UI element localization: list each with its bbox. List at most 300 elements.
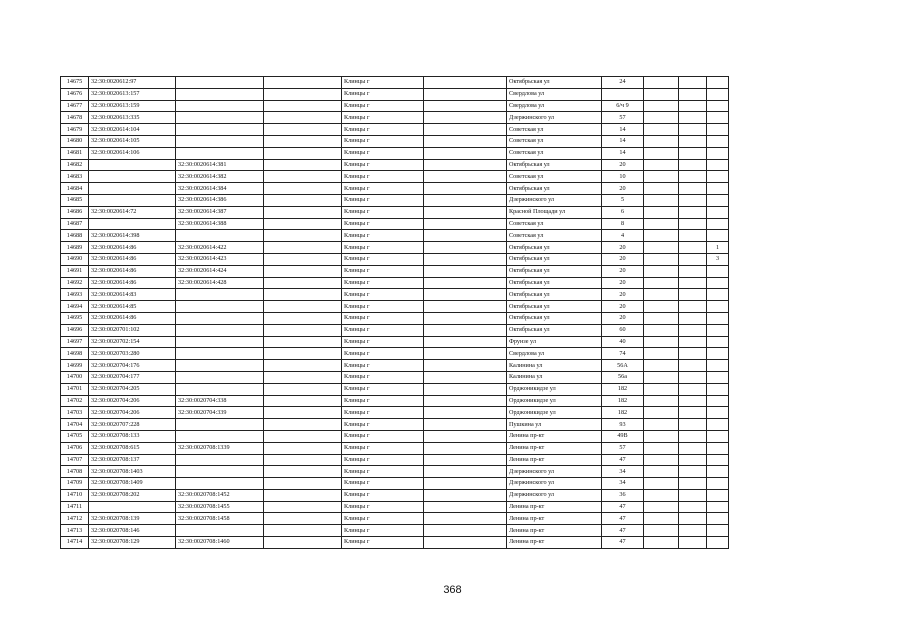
- table-row: [61, 537, 848, 549]
- empty-cell: [264, 525, 342, 537]
- apartment-number-cell: 3: [707, 253, 729, 265]
- empty-cell: [679, 430, 707, 442]
- empty-cell: [644, 277, 679, 289]
- cadastral-number-secondary-cell: 32:30:0020614:423: [176, 253, 264, 265]
- apartment-number-cell: [707, 430, 729, 442]
- house-number-cell: 6/ч 9: [602, 100, 644, 112]
- cadastral-number-cell: 32:30:0020614:86: [89, 312, 176, 324]
- table-row: [61, 77, 848, 89]
- cadastral-number-cell: [89, 171, 176, 183]
- cadastral-number-secondary-cell: 32:30:0020614:388: [176, 218, 264, 230]
- city-cell: Клинцы г: [342, 312, 424, 324]
- house-number-cell: 24: [602, 77, 644, 89]
- empty-cell: [679, 513, 707, 525]
- cadastral-number-cell: [89, 218, 176, 230]
- register-body: [61, 77, 848, 549]
- record-number-cell: 14705: [61, 430, 89, 442]
- table-row: [61, 466, 848, 478]
- city-cell: Клинцы г: [342, 454, 424, 466]
- cadastral-number-secondary-cell: 32:30:0020704:339: [176, 407, 264, 419]
- table-row: [61, 124, 848, 136]
- cadastral-number-secondary-cell: [176, 383, 264, 395]
- cadastral-number-cell: [89, 159, 176, 171]
- table-row: [61, 324, 848, 336]
- empty-cell: [679, 100, 707, 112]
- street-cell: Дзержинского ул: [507, 194, 602, 206]
- empty-cell: [679, 194, 707, 206]
- cadastral-number-secondary-cell: [176, 135, 264, 147]
- city-cell: Клинцы г: [342, 277, 424, 289]
- empty-cell: [424, 218, 507, 230]
- empty-cell: [644, 77, 679, 89]
- empty-cell: [644, 324, 679, 336]
- empty-cell: [264, 135, 342, 147]
- cadastral-number-cell: 32:30:0020614:105: [89, 135, 176, 147]
- record-number-cell: 14708: [61, 466, 89, 478]
- cadastral-number-cell: 32:30:0020704:206: [89, 407, 176, 419]
- house-number-cell: 49В: [602, 430, 644, 442]
- cadastral-number-secondary-cell: [176, 100, 264, 112]
- street-cell: Советская ул: [507, 124, 602, 136]
- cadastral-number-cell: 32:30:0020614:106: [89, 147, 176, 159]
- empty-cell: [679, 301, 707, 313]
- house-number-cell: 8: [602, 218, 644, 230]
- apartment-number-cell: [707, 277, 729, 289]
- empty-cell: [264, 230, 342, 242]
- record-number-cell: 14687: [61, 218, 89, 230]
- street-cell: Орджоникидзе ул: [507, 407, 602, 419]
- empty-cell: [644, 100, 679, 112]
- empty-cell: [644, 253, 679, 265]
- table-row: [61, 312, 848, 324]
- city-cell: Клинцы г: [342, 348, 424, 360]
- apartment-number-cell: [707, 489, 729, 501]
- street-cell: Октябрьская ул: [507, 324, 602, 336]
- cadastral-number-secondary-cell: [176, 336, 264, 348]
- apartment-number-cell: [707, 501, 729, 513]
- empty-cell: [644, 537, 679, 549]
- city-cell: Клинцы г: [342, 206, 424, 218]
- apartment-number-cell: [707, 407, 729, 419]
- street-cell: Дзержинского ул: [507, 489, 602, 501]
- city-cell: Клинцы г: [342, 159, 424, 171]
- record-number-cell: 14688: [61, 230, 89, 242]
- cadastral-number-secondary-cell: 32:30:0020614:422: [176, 242, 264, 254]
- house-number-cell: 56А: [602, 360, 644, 372]
- cadastral-number-secondary-cell: [176, 454, 264, 466]
- record-number-cell: 14699: [61, 360, 89, 372]
- cadastral-number-cell: 32:30:0020701:102: [89, 324, 176, 336]
- house-number-cell: 40: [602, 336, 644, 348]
- cadastral-number-cell: 32:30:0020704:206: [89, 395, 176, 407]
- street-cell: Ленина пр-кт: [507, 430, 602, 442]
- city-cell: Клинцы г: [342, 513, 424, 525]
- house-number-cell: 14: [602, 135, 644, 147]
- empty-cell: [424, 88, 507, 100]
- cadastral-number-secondary-cell: [176, 124, 264, 136]
- record-number-cell: 14682: [61, 159, 89, 171]
- record-number-cell: 14685: [61, 194, 89, 206]
- table-row: [61, 88, 848, 100]
- empty-cell: [679, 501, 707, 513]
- city-cell: Клинцы г: [342, 265, 424, 277]
- apartment-number-cell: [707, 135, 729, 147]
- empty-cell: [264, 312, 342, 324]
- empty-cell: [424, 348, 507, 360]
- street-cell: Октябрьская ул: [507, 301, 602, 313]
- table-row: [61, 183, 848, 195]
- house-number-cell: 10: [602, 171, 644, 183]
- table-row: [61, 159, 848, 171]
- apartment-number-cell: [707, 183, 729, 195]
- apartment-number-cell: [707, 77, 729, 89]
- cadastral-number-secondary-cell: [176, 312, 264, 324]
- empty-cell: [644, 501, 679, 513]
- cadastral-number-cell: 32:30:0020708:146: [89, 525, 176, 537]
- cadastral-number-cell: 32:30:0020614:86: [89, 277, 176, 289]
- apartment-number-cell: [707, 383, 729, 395]
- city-cell: Клинцы г: [342, 218, 424, 230]
- cadastral-number-cell: 32:30:0020613:335: [89, 112, 176, 124]
- house-number-cell: 93: [602, 419, 644, 431]
- street-cell: Октябрьская ул: [507, 77, 602, 89]
- record-number-cell: 14689: [61, 242, 89, 254]
- apartment-number-cell: [707, 513, 729, 525]
- table-row: [61, 147, 848, 159]
- city-cell: Клинцы г: [342, 171, 424, 183]
- city-cell: Клинцы г: [342, 383, 424, 395]
- cadastral-number-secondary-cell: [176, 466, 264, 478]
- empty-cell: [424, 501, 507, 513]
- house-number-cell: 182: [602, 383, 644, 395]
- cadastral-number-secondary-cell: 32:30:0020708:1460: [176, 537, 264, 549]
- table-row: [61, 419, 848, 431]
- city-cell: Клинцы г: [342, 430, 424, 442]
- table-row: [61, 277, 848, 289]
- empty-cell: [644, 513, 679, 525]
- empty-cell: [264, 265, 342, 277]
- cadastral-number-secondary-cell: [176, 419, 264, 431]
- apartment-number-cell: [707, 289, 729, 301]
- cadastral-number-cell: 32:30:0020614:104: [89, 124, 176, 136]
- house-number-cell: 20: [602, 242, 644, 254]
- house-number-cell: [602, 88, 644, 100]
- table-row: [61, 301, 848, 313]
- empty-cell: [644, 395, 679, 407]
- street-cell: Калинина ул: [507, 371, 602, 383]
- empty-cell: [679, 537, 707, 549]
- record-number-cell: 14712: [61, 513, 89, 525]
- city-cell: Клинцы г: [342, 419, 424, 431]
- street-cell: Ленина пр-кт: [507, 513, 602, 525]
- city-cell: Клинцы г: [342, 442, 424, 454]
- empty-cell: [424, 242, 507, 254]
- house-number-cell: 5: [602, 194, 644, 206]
- empty-cell: [424, 100, 507, 112]
- empty-cell: [679, 253, 707, 265]
- empty-cell: [424, 454, 507, 466]
- house-number-cell: 6: [602, 206, 644, 218]
- city-cell: Клинцы г: [342, 289, 424, 301]
- table-row: [61, 407, 848, 419]
- empty-cell: [264, 277, 342, 289]
- cadastral-number-secondary-cell: 32:30:0020614:428: [176, 277, 264, 289]
- street-cell: Дзержинского ул: [507, 478, 602, 490]
- apartment-number-cell: [707, 194, 729, 206]
- apartment-number-cell: [707, 206, 729, 218]
- cadastral-number-secondary-cell: 32:30:0020614:424: [176, 265, 264, 277]
- empty-cell: [424, 112, 507, 124]
- house-number-cell: 20: [602, 289, 644, 301]
- empty-cell: [424, 230, 507, 242]
- record-number-cell: 14678: [61, 112, 89, 124]
- cadastral-number-cell: 32:30:0020612:97: [89, 77, 176, 89]
- empty-cell: [644, 171, 679, 183]
- city-cell: Клинцы г: [342, 407, 424, 419]
- page-number: 368: [443, 584, 462, 596]
- empty-cell: [264, 324, 342, 336]
- empty-cell: [679, 466, 707, 478]
- empty-cell: [424, 289, 507, 301]
- city-cell: Клинцы г: [342, 478, 424, 490]
- city-cell: Клинцы г: [342, 324, 424, 336]
- empty-cell: [264, 183, 342, 195]
- cadastral-number-secondary-cell: 32:30:0020614:386: [176, 194, 264, 206]
- empty-cell: [264, 336, 342, 348]
- empty-cell: [424, 442, 507, 454]
- house-number-cell: 34: [602, 478, 644, 490]
- empty-cell: [679, 289, 707, 301]
- apartment-number-cell: [707, 230, 729, 242]
- cadastral-number-cell: 32:30:0020703:280: [89, 348, 176, 360]
- street-cell: Октябрьская ул: [507, 242, 602, 254]
- record-number-cell: 14690: [61, 253, 89, 265]
- empty-cell: [679, 419, 707, 431]
- empty-cell: [264, 348, 342, 360]
- record-number-cell: 14676: [61, 88, 89, 100]
- empty-cell: [644, 489, 679, 501]
- house-number-cell: 34: [602, 466, 644, 478]
- house-number-cell: 57: [602, 112, 644, 124]
- cadastral-number-secondary-cell: 32:30:0020614:387: [176, 206, 264, 218]
- city-cell: Клинцы г: [342, 489, 424, 501]
- table-row: [61, 489, 848, 501]
- city-cell: Клинцы г: [342, 112, 424, 124]
- empty-cell: [679, 454, 707, 466]
- apartment-number-cell: [707, 100, 729, 112]
- street-cell: Свердлова ул: [507, 100, 602, 112]
- street-cell: Фрунзе ул: [507, 336, 602, 348]
- house-number-cell: 182: [602, 395, 644, 407]
- street-cell: Октябрьская ул: [507, 265, 602, 277]
- empty-cell: [644, 242, 679, 254]
- record-number-cell: 14683: [61, 171, 89, 183]
- table-row: [61, 525, 848, 537]
- table-row: [61, 112, 848, 124]
- table-row: [61, 383, 848, 395]
- empty-cell: [679, 112, 707, 124]
- cadastral-number-secondary-cell: [176, 525, 264, 537]
- street-cell: Ленина пр-кт: [507, 525, 602, 537]
- city-cell: Клинцы г: [342, 501, 424, 513]
- empty-cell: [424, 301, 507, 313]
- empty-cell: [679, 277, 707, 289]
- city-cell: Клинцы г: [342, 135, 424, 147]
- table-row: [61, 242, 848, 254]
- apartment-number-cell: [707, 218, 729, 230]
- record-number-cell: 14702: [61, 395, 89, 407]
- house-number-cell: 47: [602, 454, 644, 466]
- empty-cell: [264, 407, 342, 419]
- cadastral-number-secondary-cell: [176, 360, 264, 372]
- empty-cell: [644, 525, 679, 537]
- city-cell: Клинцы г: [342, 253, 424, 265]
- empty-cell: [264, 88, 342, 100]
- apartment-number-cell: [707, 525, 729, 537]
- empty-cell: [644, 383, 679, 395]
- empty-cell: [644, 442, 679, 454]
- table-row: [61, 135, 848, 147]
- record-number-cell: 14710: [61, 489, 89, 501]
- table-row: [61, 395, 848, 407]
- empty-cell: [424, 489, 507, 501]
- empty-cell: [424, 206, 507, 218]
- empty-cell: [264, 430, 342, 442]
- apartment-number-cell: [707, 265, 729, 277]
- record-number-cell: 14696: [61, 324, 89, 336]
- empty-cell: [679, 371, 707, 383]
- table-row: [61, 348, 848, 360]
- table-row: [61, 171, 848, 183]
- empty-cell: [424, 277, 507, 289]
- empty-cell: [264, 466, 342, 478]
- empty-cell: [264, 206, 342, 218]
- empty-cell: [644, 301, 679, 313]
- empty-cell: [424, 265, 507, 277]
- empty-cell: [424, 525, 507, 537]
- apartment-number-cell: [707, 442, 729, 454]
- cadastral-number-secondary-cell: [176, 371, 264, 383]
- street-cell: Пушкина ул: [507, 419, 602, 431]
- cadastral-number-secondary-cell: 32:30:0020708:1455: [176, 501, 264, 513]
- record-number-cell: 14686: [61, 206, 89, 218]
- empty-cell: [644, 265, 679, 277]
- empty-cell: [679, 407, 707, 419]
- empty-cell: [264, 253, 342, 265]
- house-number-cell: 14: [602, 147, 644, 159]
- empty-cell: [679, 88, 707, 100]
- empty-cell: [644, 112, 679, 124]
- empty-cell: [264, 171, 342, 183]
- house-number-cell: 47: [602, 513, 644, 525]
- house-number-cell: 47: [602, 525, 644, 537]
- cadastral-number-secondary-cell: [176, 77, 264, 89]
- empty-cell: [644, 218, 679, 230]
- street-cell: Свердлова ул: [507, 88, 602, 100]
- city-cell: Клинцы г: [342, 466, 424, 478]
- empty-cell: [679, 478, 707, 490]
- record-number-cell: 14697: [61, 336, 89, 348]
- empty-cell: [264, 100, 342, 112]
- house-number-cell: 20: [602, 301, 644, 313]
- empty-cell: [264, 112, 342, 124]
- cadastral-number-cell: 32:30:0020708:1409: [89, 478, 176, 490]
- empty-cell: [679, 183, 707, 195]
- table-row: [61, 265, 848, 277]
- street-cell: Советская ул: [507, 135, 602, 147]
- record-number-cell: 14677: [61, 100, 89, 112]
- empty-cell: [264, 537, 342, 549]
- empty-cell: [424, 466, 507, 478]
- apartment-number-cell: [707, 88, 729, 100]
- empty-cell: [644, 183, 679, 195]
- cadastral-number-secondary-cell: 32:30:0020614:381: [176, 159, 264, 171]
- house-number-cell: 20: [602, 183, 644, 195]
- empty-cell: [679, 442, 707, 454]
- record-number-cell: 14714: [61, 537, 89, 549]
- empty-cell: [424, 159, 507, 171]
- empty-cell: [679, 77, 707, 89]
- record-number-cell: 14704: [61, 419, 89, 431]
- apartment-number-cell: [707, 159, 729, 171]
- record-number-cell: 14707: [61, 454, 89, 466]
- empty-cell: [679, 525, 707, 537]
- city-cell: Клинцы г: [342, 77, 424, 89]
- cadastral-number-cell: 32:30:0020704:176: [89, 360, 176, 372]
- empty-cell: [264, 454, 342, 466]
- empty-cell: [679, 147, 707, 159]
- empty-cell: [644, 312, 679, 324]
- street-cell: Красной Площади ул: [507, 206, 602, 218]
- street-cell: Советская ул: [507, 230, 602, 242]
- record-number-cell: 14684: [61, 183, 89, 195]
- empty-cell: [679, 218, 707, 230]
- city-cell: Клинцы г: [342, 537, 424, 549]
- table-row: [61, 454, 848, 466]
- record-number-cell: 14675: [61, 77, 89, 89]
- house-number-cell: 14: [602, 124, 644, 136]
- empty-cell: [264, 218, 342, 230]
- house-number-cell: 182: [602, 407, 644, 419]
- cadastral-number-cell: 32:30:0020613:159: [89, 100, 176, 112]
- table-row: [61, 442, 848, 454]
- street-cell: Октябрьская ул: [507, 277, 602, 289]
- empty-cell: [644, 88, 679, 100]
- cadastral-number-secondary-cell: [176, 478, 264, 490]
- record-number-cell: 14679: [61, 124, 89, 136]
- cadastral-number-cell: [89, 194, 176, 206]
- empty-cell: [264, 194, 342, 206]
- record-number-cell: 14680: [61, 135, 89, 147]
- cadastral-number-cell: 32:30:0020704:177: [89, 371, 176, 383]
- empty-cell: [424, 360, 507, 372]
- empty-cell: [424, 383, 507, 395]
- table-row: [61, 478, 848, 490]
- empty-cell: [424, 336, 507, 348]
- empty-cell: [424, 77, 507, 89]
- empty-cell: [424, 253, 507, 265]
- empty-cell: [424, 478, 507, 490]
- empty-cell: [644, 336, 679, 348]
- street-cell: Дзержинского ул: [507, 466, 602, 478]
- empty-cell: [679, 348, 707, 360]
- cadastral-number-cell: 32:30:0020708:202: [89, 489, 176, 501]
- empty-cell: [644, 466, 679, 478]
- record-number-cell: 14692: [61, 277, 89, 289]
- table-row: [61, 430, 848, 442]
- empty-cell: [264, 371, 342, 383]
- cadastral-number-cell: 32:30:0020614:85: [89, 301, 176, 313]
